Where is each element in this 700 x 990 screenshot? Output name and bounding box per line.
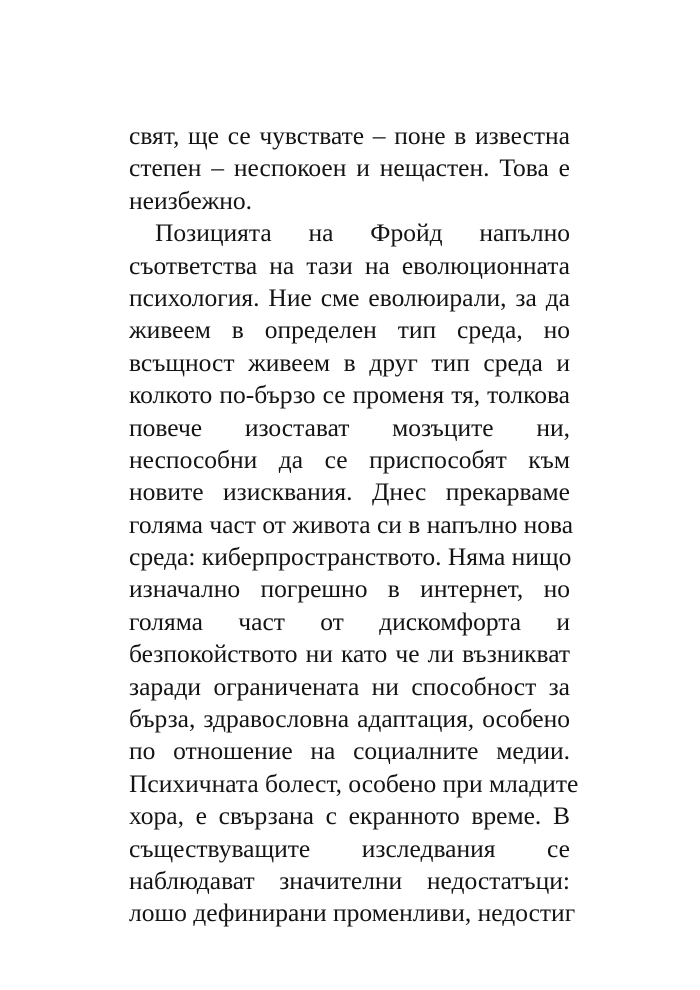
paragraph-first-line: Позицията на Фройд напълно (155, 218, 570, 248)
text-line: всъщност живеем в друг тип среда и (129, 347, 570, 377)
text-line: голяма част от живота си в напълно нова (129, 509, 574, 539)
text-line: Психичната болест, особено при младите (129, 768, 579, 798)
text-line: заради ограничената ни способност за (129, 671, 570, 701)
text-line: неизбежно. (129, 185, 253, 215)
text-line: неспособни да се приспособят към (129, 444, 570, 474)
text-line: съответства на тази на еволюционната (129, 250, 570, 280)
text-line: съществуващите изследвания се (129, 833, 570, 863)
text-line: наблюдават значителни недостатъци: (129, 865, 570, 895)
text-line: психология. Ние сме еволюирали, за да (129, 282, 570, 312)
text-line: новите изисквания. Днес прекарваме (129, 477, 570, 507)
text-line: голяма част от дискомфорта и (129, 606, 570, 636)
text-line: хора, е свързана с екранното време. В (129, 801, 570, 831)
body-text (129, 120, 579, 930)
text-line: безпокойството ни като че ли възникват (129, 639, 570, 669)
text-line: колкото по-бързо се променя тя, толкова (129, 380, 570, 410)
text-line: живеем в определен тип среда, но (129, 315, 570, 345)
text-line: степен – неспокоен и нещастен. Това е (129, 153, 570, 183)
text-line: среда: киберпространството. Няма нищо (129, 542, 572, 572)
text-line: бърза, здравословна адаптация, особено (129, 704, 570, 734)
text-line: свят, ще се чувствате – поне в известна (129, 121, 570, 150)
text-line: по отношение на социалните медии. (129, 736, 570, 766)
text-line: повече изостават мозъците ни, (129, 412, 570, 442)
text-line: изначално погрешно в интернет, но (129, 574, 570, 604)
text-line: лошо дефинирани променливи, недостиг (129, 898, 576, 928)
